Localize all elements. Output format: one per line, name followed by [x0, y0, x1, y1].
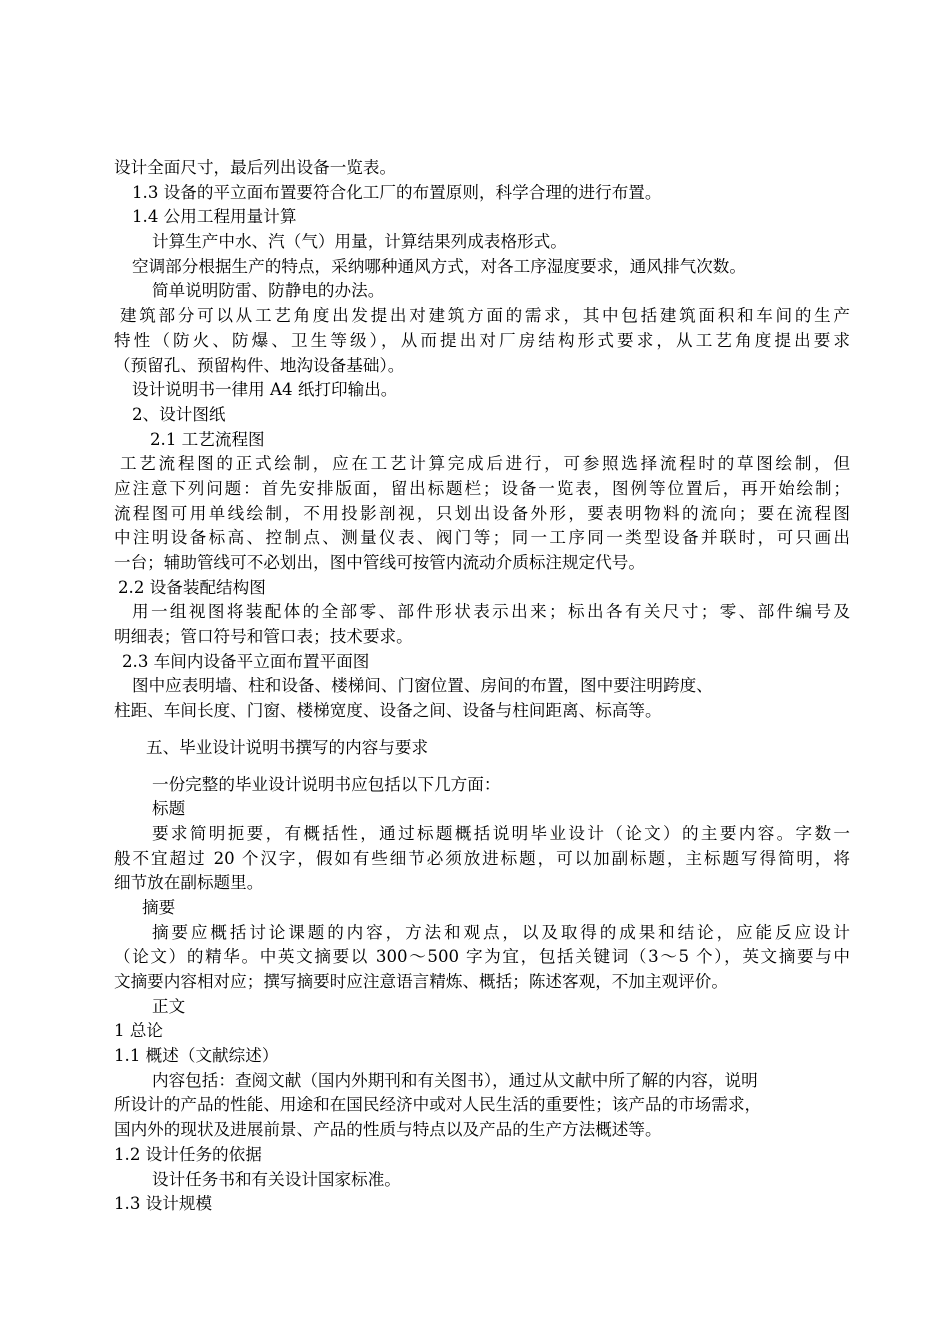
- section-heading: 2.1 工艺流程图: [150, 429, 265, 449]
- text-line: 应注意下列问题：首先安排版面，留出标题栏；设备一览表，图例等位置后，再开始绘制；: [114, 478, 850, 498]
- section-heading: 摘要: [142, 897, 176, 917]
- text-line: 般不宜超过 20 个汉字，假如有些细节必须放进标题，可以加副标题，主标题写得简明，将: [114, 848, 850, 868]
- section-heading: 1.3 设计规模: [114, 1194, 213, 1214]
- text-line: 所设计的产品的性能、用途和在国民经济中或对人民生活的重要性；该产品的市场需求，: [114, 1095, 762, 1115]
- text-line: 一台；辅助管线可不必划出，图中管线可按管内流动介质标注规定代号。: [114, 553, 645, 572]
- text-line: 要求简明扼要，有概括性，通过标题概括说明毕业设计（论文）的主要内容。字数一: [152, 823, 850, 843]
- text-line: 明细表；管口符号和管口表；技术要求。: [114, 627, 413, 647]
- text-line: （预留孔、预留构件、地沟设备基础）。: [114, 355, 405, 375]
- text-line: 设计说明书一律用 A4 纸打印输出。: [132, 380, 398, 400]
- text-line: 特性（防火、防爆、卫生等级），从而提出对厂房结构形式要求，从工艺角度提出要求: [114, 330, 850, 350]
- section-heading: 1.1 概述（文献综述）: [114, 1046, 279, 1066]
- section-heading: 1.2 设计任务的依据: [114, 1144, 262, 1164]
- text-line: （论文）的精华。中英文摘要以 300～500 字为宜，包括关键词（3～5 个），英文摘要与中: [114, 947, 850, 967]
- document-body: [114, 156, 850, 1217]
- section-heading: 2、设计图纸: [132, 404, 226, 424]
- text-line: 柱距、车间长度、门窗、楼梯宽度、设备之间、设备与柱间距离、标高等。: [114, 701, 662, 721]
- section-heading: 标题: [152, 799, 186, 819]
- text-line: 设计全面尺寸，最后列出设备一览表。: [114, 158, 397, 177]
- section-heading: 2.2 设备装配结构图: [118, 577, 266, 597]
- text-line: 国内外的现状及进展前景、产品的性质与特点以及产品的生产方法概述等。: [114, 1120, 662, 1140]
- text-line: 1.3 设备的平立面布置要符合化工厂的布置原则，科学合理的进行布置。: [132, 182, 662, 202]
- section-heading: 2.3 车间内设备平立面布置平面图: [122, 651, 370, 671]
- text-line: 文摘要内容相对应；撰写摘要时应注意语言精炼、概括；陈述客观，不加主观评价。: [114, 972, 728, 991]
- text-line: 计算生产中水、汽（气）用量，计算结果列成表格形式。: [152, 232, 567, 252]
- section-heading: 正文: [152, 996, 186, 1016]
- chapter-heading: 五、毕业设计说明书撰写的内容与要求: [146, 737, 429, 757]
- text-line: 用一组视图将装配体的全部零、部件形状表示出来；标出各有关尺寸；零、部件编号及: [132, 602, 850, 622]
- text-line: 细节放在副标题里。: [114, 873, 264, 893]
- text-line: 中注明设备标高、控制点、测量仪表、阀门等；同一工序同一类型设备并联时，可只画出: [114, 528, 850, 548]
- text-line: 简单说明防雷、防静电的办法。: [152, 281, 385, 301]
- text-line: 一份完整的毕业设计说明书应包括以下几方面：: [152, 774, 501, 794]
- section-heading: 1.4 公用工程用量计算: [132, 207, 297, 227]
- text-line: 图中应表明墙、柱和设备、楼梯间、门窗位置、房间的布置，图中要注明跨度、: [132, 676, 713, 696]
- text-line: 内容包括：查阅文献（国内外期刊和有关图书），通过从文献中所了解的内容，说明: [152, 1070, 758, 1090]
- text-line: 工艺流程图的正式绘制，应在工艺计算完成后进行，可参照选择流程时的草图绘制，但: [120, 454, 850, 474]
- section-heading: 1 总论: [114, 1021, 164, 1041]
- text-line: 摘要应概括讨论课题的内容，方法和观点，以及取得的成果和结论，应能反应设计: [152, 922, 850, 942]
- text-line: 建筑部分可以从工艺角度出发提出对建筑方面的需求，其中包括建筑面积和车间的生产: [120, 306, 850, 326]
- text-line: 空调部分根据生产的特点，采纳哪种通风方式，对各工序湿度要求，通风排气次数。: [132, 256, 746, 276]
- text-line: 流程图可用单线绘制，不用投影剖视，只划出设备外形，要表明物料的流向；要在流程图: [114, 503, 850, 523]
- text-line: 设计任务书和有关设计国家标准。: [152, 1169, 401, 1189]
